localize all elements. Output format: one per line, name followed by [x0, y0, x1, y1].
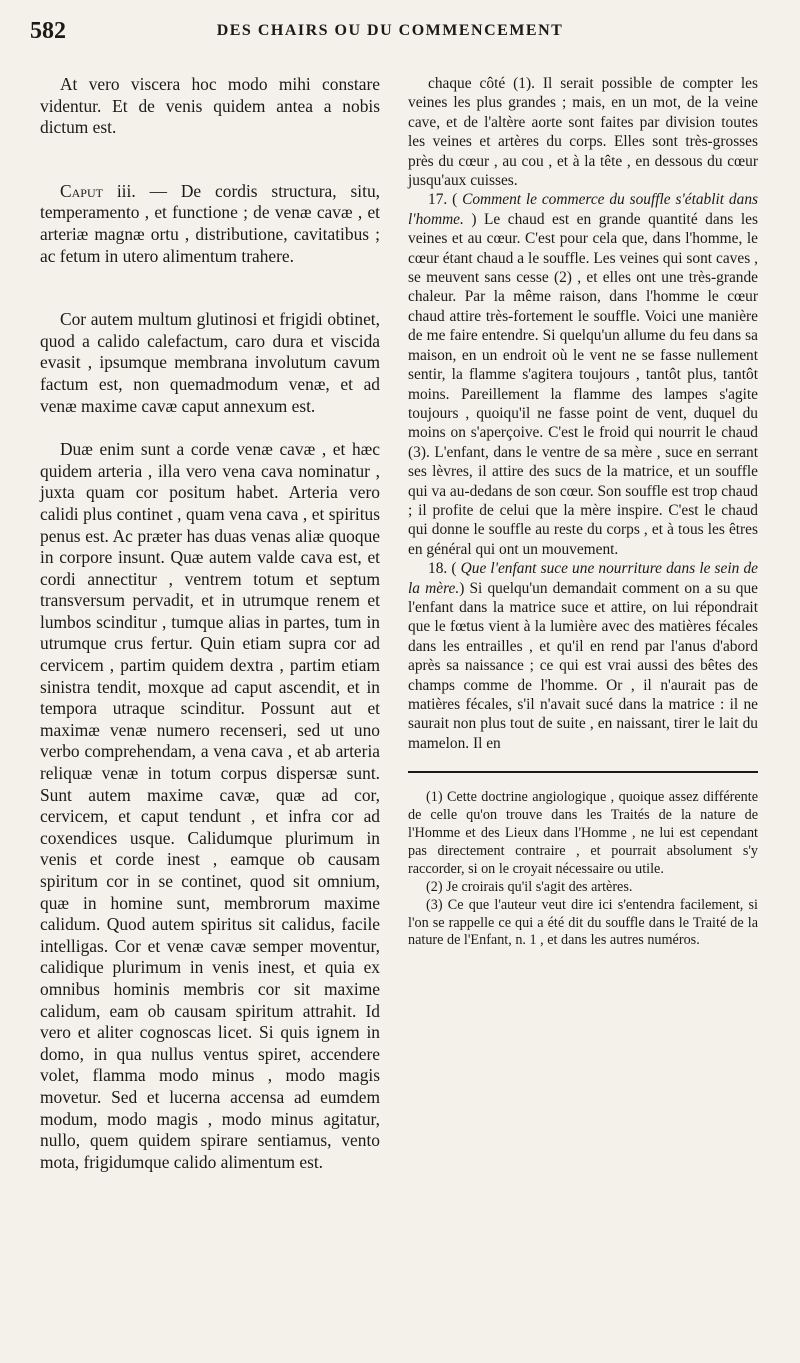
footnote-divider: [408, 771, 758, 773]
latin-column: [40, 74, 380, 1173]
footnote-1: (1) Cette doctrine angiologique , quoique assez différente de celle qu'on trouve dans les Traités de la nature de l'Homme et des Lieux dans l'Homme , ne lui est cependant pas directement contraire , et pourrait absolument s'y raccorder, si on le croyait nécessaire ou utile.: [408, 789, 758, 877]
latin-paragraph-venae: Duæ enim sunt a corde venæ cavæ , et hæc quidem arteria , illa vero vena cava nominatur , juxta quam cor positum habet. Arteria vero calidi plus continet , quam vena cava , et spiritus penus est. Ac præter has duas venas aliæ quoque in corpore insunt. Quæ autem valde cava est, et cordi annectitur , ventrem totum et septum transversum pervadit, et in utrumque renem et lumbos scinditur , tumque alias in partes, tum in utrumque crus fertur. Quin etiam supra cor ad cervicem , partim quidem dextra , partim etiam sinistra tendit, moxque ad caput ascendit, et in tempora utraque scinditur. Possunt aut et maximæ venæ numero recenseri, sed ut uno verbo comprehendam, a vena cava , et ab arteria reliquæ venæ in totum corpus dispersæ sunt. Sunt autem maxime cavæ, quæ ad cor, cervicem, et caput tendunt , et infra cor ad coxendices usque. Calidumque plurimum in venis et corde inest , eamque ob causam spiritum cor in se continet, quod sit omnium, quæ in homine sunt, membrorum maxime calidum. Quod autem spiritus sit calidus, facile intelligas. Cor et venæ cavæ semper moventur, calidique plurimum in venis inest, et quia ex omnibus hominis membris cor sit maxime calidum, eam ob causam spiritum attrahit. Id vero et aliter cognoscas licet. Si quis ignem in domo, in qua nullus ventus spiret, accendere volet, flamma modo minus , modo magis movetur. Sed et lucerna accensa ad eumdem modum, modo magis , modo minus agitatur, nullo, quem quidem spirare sentiamus, vento mota, frigidumque calido alimentum est.: [40, 439, 380, 1172]
latin-paragraph-cor: Cor autem multum glutinosi et frigidi obtinet, quod a calido calefactum, caro dura et viscida evasit , ipsumque membrana involutum cavum factum est, non quemadmodum venæ, et ad venæ maxime cavæ caput annexum est.: [40, 309, 380, 416]
caput-label: Caput: [60, 180, 103, 201]
caput-heading: [40, 181, 380, 267]
section-17-text: ) Le chaud est en grande quantité dans les veines et au cœur. C'est pour cela que, dans l'homme, le cœur étant chaud a le souffle. Les veines qui sont caves , se meuvent sans cesse (2) , et elles ont une très-grande chaleur. Par la même raison, dans l'homme le cœur chaud attire très-fortement le souffle. Voici une manière de me faire entendre. Si quelqu'un allume du feu dans sa maison, en un endroit où le vent ne se fasse nullement sentir, la flamme s'agitera toujours , tantôt plus, tantôt moins. Pareillement la flamme des lampes s'agite toujours , quoiqu'il ne fasse point de vent, duquel du moins on s'aperçoive. C'est le froid qui nourrit le chaud (3). L'enfant, dans le ventre de sa mère , suce en serrant ses lèvres, il attire des sucs de la matrice, et un souffle qui va au-dedans de son cœur. Son souffle est trop chaud ; il profite de celui que la mère inspire. C'est le chaud qui donne le souffle au reste du corps , et à tous les êtres en général qui ont un mouvement.: [408, 210, 758, 558]
section-18-number: 18. (: [428, 560, 461, 578]
footnotes: [408, 789, 758, 950]
section-17: [408, 190, 758, 559]
section-18-title: Que l'enfant suce une nourriture dans le sein de la mère.: [408, 560, 759, 597]
footnote-2: (2) Je croirais qu'il s'agit des artères.: [426, 878, 633, 895]
section-17-title: Comment le commerce du souffle s'établit dans l'homme.: [408, 191, 759, 228]
section-17-number: 17. (: [428, 191, 463, 209]
page-header: [20, 18, 760, 48]
latin-paragraph-intro: At vero viscera hoc modo mihi constare videntur. Et de venis quidem antea a nobis dictum est.: [40, 74, 380, 138]
section-18: [408, 559, 758, 753]
french-column: [408, 74, 758, 950]
french-paragraph-veines: chaque côté (1). Il serait possible de compter les veines les plus grandes ; mais, en un mot, de la veine cave, et de l'altère aorte sont faites par division toutes les veines et artères du corps. Elles sont très-grosses près du cœur , au cou , et à la tête , en dessous du cœur jusqu'aux cuisses.: [408, 75, 758, 190]
running-title: DES CHAIRS OU DU COMMENCEMENT: [216, 22, 564, 39]
caput-text: iii. — De cordis structura, situ, temperamento , et functione ; de venæ cavæ , et arteriæ magnæ ortu , distributione, cavitatibus ; ac fetum in utero alimentum trahere.: [40, 180, 380, 266]
page-number: 582: [30, 18, 66, 44]
footnote-3: (3) Ce que l'auteur veut dire ici s'entendra facilement, si l'on se rappelle ce qui a été dit du souffle dans le Traité de la nature de l'Enfant, n. 1 , et dans les autres numéros.: [408, 896, 758, 949]
section-18-text: ) Si quelqu'un demandait comment on a su que l'enfant dans la matrice suce et attire, on lui répondrait que le fœtus vient à la lumière avec des matières fécales dans les entrailles , et qu'il en rend par l'anus d'abord après sa naissance ; ce qui est vrai aussi des bêtes des champs comme de l'homme. Or , il n'aurait pas de matières fécales, s'il n'avait sucé dans la matrice : il ne saurait non plus tout de suite , en naissant, tirer le lait du mamelon. Il en: [408, 579, 758, 752]
